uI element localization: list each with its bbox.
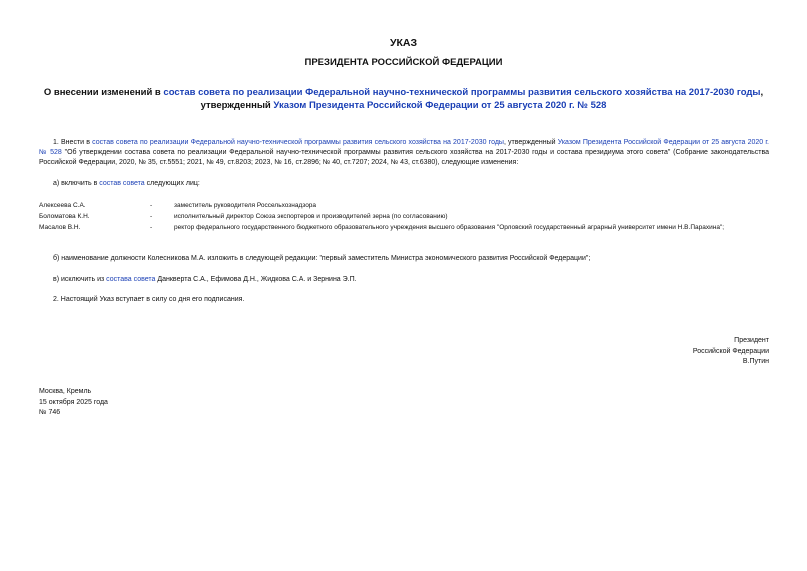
- subitem-b: б) наименование должности Колесникова М.А. изложить в следующей редакции: "первый заместитель Министра экономического развития Российской Федерации";: [53, 255, 591, 262]
- sub-v-link-council[interactable]: состава совета: [106, 276, 156, 283]
- p1-text-3: "Об утверждении состава совета по реализации Федеральной научно-технической программы развития сельского хозяйства на 2017-2030 годы и состава президиума этого совета" (Собрание законодательства Российской Федерации, 2020, № 35, ст.5551; 2021, № 49, ст.8203; 2023, № 16, ст.2896; № 40, ст.7207; 2024, № 43, ст.6380), следующие изменения:: [39, 149, 770, 166]
- sub-v-text-2: Данкверта С.А., Ефимова Д.Н., Жидкова С.А. и Зернина Э.П.: [155, 276, 357, 283]
- title-text-2: ,: [760, 87, 764, 98]
- sub-v-text-1: в) исключить из: [53, 276, 107, 283]
- member-dash: -: [150, 213, 153, 220]
- title-link-decree[interactable]: Указом Президента Российской Федерации от 25 августа 2020 г. № 528: [273, 100, 607, 111]
- sub-a-text-1: а) включить в: [53, 180, 100, 187]
- title-text-1: О внесении изменений в: [43, 87, 164, 98]
- sub-a-link-council[interactable]: состав совета: [99, 180, 145, 187]
- subitem-a: [53, 179, 753, 189]
- member-name: Масалов В.Н.: [39, 224, 81, 231]
- decree-number: № 746: [39, 409, 61, 416]
- document-title: [0, 86, 807, 112]
- p1-text-2: , утвержденный: [503, 139, 558, 146]
- signature-country: Российской Федерации: [692, 347, 769, 355]
- place-date-block: [39, 387, 108, 419]
- signature-title: Президент: [734, 337, 769, 344]
- title-text-3: утвержденный: [200, 100, 274, 111]
- member-name: Боломатова К.Н.: [39, 213, 90, 220]
- decree-issuer: ПРЕЗИДЕНТА РОССИЙСКОЙ ФЕДЕРАЦИИ: [304, 57, 503, 68]
- member-dash: -: [150, 224, 153, 231]
- p1-text-1: 1. Внести в: [53, 139, 93, 146]
- title-link-council[interactable]: состав совета по реализации Федеральной научно-технической программы развития сельского хозяйства на 2017-2030 годы: [163, 87, 761, 98]
- place: Москва, Кремль: [39, 388, 92, 395]
- date: 15 октября 2025 года: [39, 398, 108, 406]
- decree-heading: УКАЗ: [389, 37, 418, 49]
- member-position: заместитель руководителя Россельхознадзора: [174, 202, 317, 209]
- member-position: исполнительный директор Союза экспортеров и производителей зерна (по согласованию): [174, 213, 448, 220]
- member-dash: -: [150, 202, 153, 209]
- signature-name: В.Путин: [742, 358, 769, 365]
- member-name: Алексеева С.А.: [39, 202, 86, 209]
- signature-block: [693, 336, 769, 368]
- paragraph-2: 2. Настоящий Указ вступает в силу со дня его подписания.: [53, 296, 245, 303]
- member-position: ректор федерального государственного бюджетного образовательного учреждения высшего образования "Орловский государственный аграрный университет имени Н.В.Парахина";: [174, 224, 725, 231]
- p1-link-council[interactable]: состав совета по реализации Федеральной научно-технической программы развития сельского хозяйства на 2017-2030 годы: [92, 139, 504, 146]
- p1-link-decree[interactable]: Указом Президента Российской Федерации от 25 августа 2020 г. № 528: [39, 139, 769, 156]
- paragraph-1: [39, 138, 769, 168]
- subitem-v: [53, 275, 753, 285]
- sub-a-text-2: следующих лиц:: [144, 180, 200, 187]
